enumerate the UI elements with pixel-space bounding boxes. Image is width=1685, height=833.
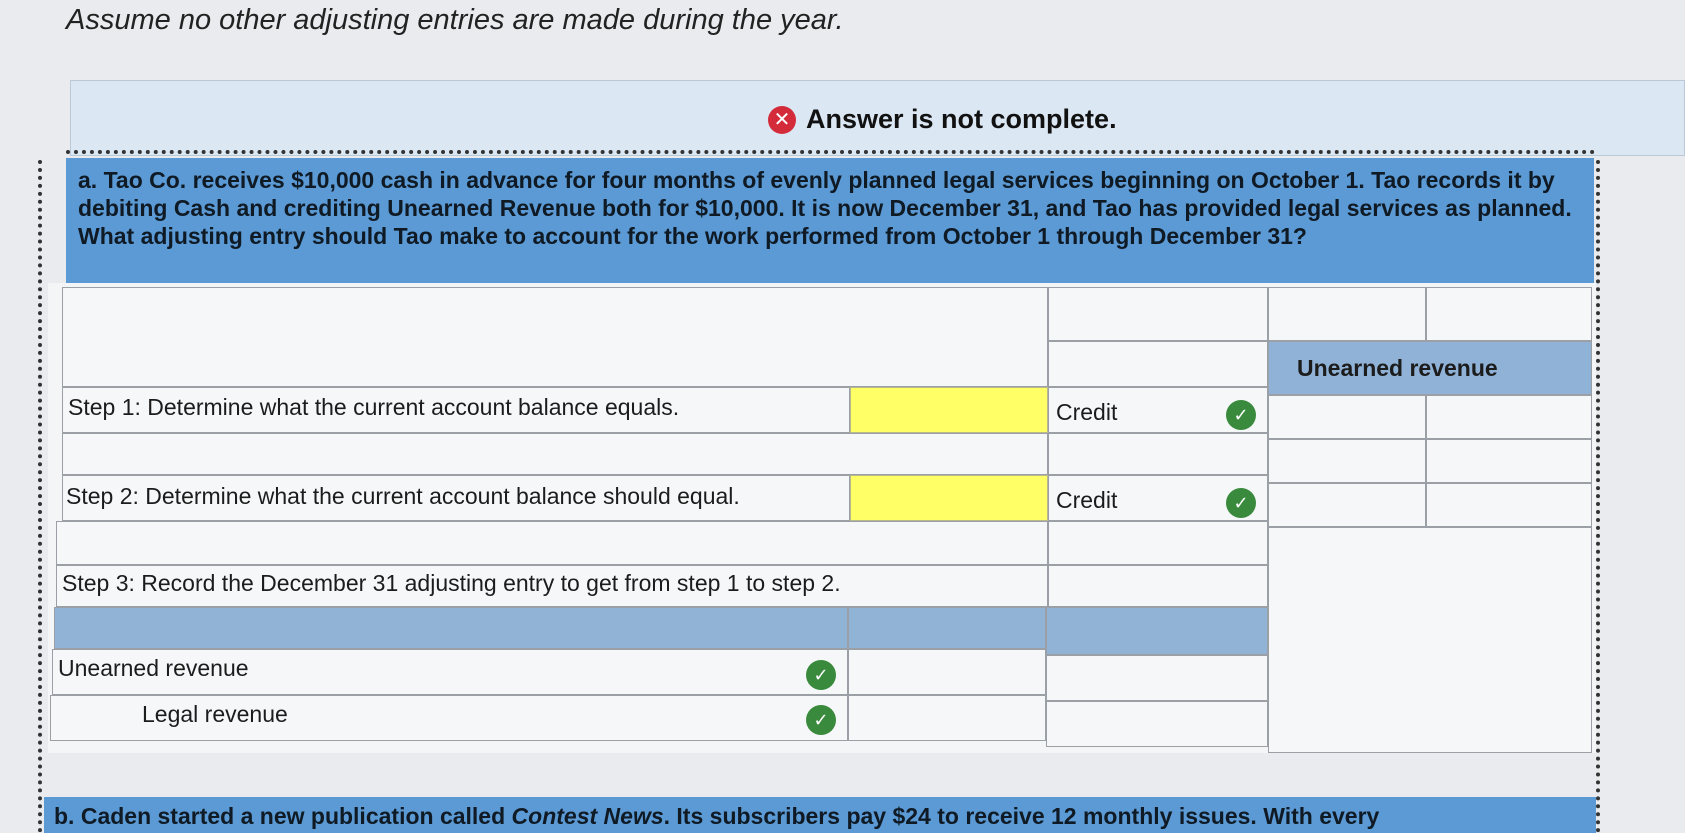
- question-a-text: a. Tao Co. receives $10,000 cash in advance for four months of evenly planned legal services beginning on October 1. Tao records it by debiting Cash and crediting Unearned Revenue both for $10,000. It is now December 31, and Tao has provided legal services as planned. What adjusting entry should Tao make to account for the work performed from October 1 through December 31?: [66, 158, 1594, 292]
- panel-border-left: [38, 160, 42, 833]
- t-account-cell[interactable]: [1426, 483, 1592, 527]
- step2-amount-input[interactable]: [850, 475, 1048, 521]
- panel-border-top: [66, 150, 1596, 154]
- t-account-cell[interactable]: [1268, 483, 1426, 527]
- step2-label: Step 2: Determine what the current account balance should equal.: [66, 483, 740, 509]
- step1-side-value: Credit: [1056, 399, 1118, 425]
- entry-account-1: Unearned revenue: [58, 655, 249, 681]
- spacer-row: [56, 521, 1048, 565]
- check-icon: ✓: [1226, 400, 1256, 430]
- question-b-publication: Contest News: [511, 803, 664, 829]
- header-cell: [1268, 287, 1426, 341]
- t-account-title: Unearned revenue: [1297, 355, 1498, 381]
- entry-header-debit: [848, 607, 1046, 649]
- step1-amount-input[interactable]: [850, 387, 1048, 433]
- entry-account-2: Legal revenue: [142, 701, 288, 727]
- spacer-cell: [1048, 521, 1268, 565]
- step2-side-value: Credit: [1056, 487, 1118, 513]
- panel-border-right: [1596, 160, 1600, 833]
- check-icon: ✓: [806, 705, 836, 735]
- entry-credit-1[interactable]: [1046, 655, 1268, 701]
- t-account-cell[interactable]: [1426, 439, 1592, 483]
- step3-cell: [1048, 565, 1268, 607]
- entry-debit-2[interactable]: [848, 695, 1046, 741]
- right-blank-area: [1268, 527, 1592, 753]
- header-cell: [1048, 341, 1268, 387]
- t-account-cell[interactable]: [1268, 439, 1426, 483]
- t-account-cell[interactable]: [1426, 395, 1592, 439]
- entry-credit-2[interactable]: [1046, 701, 1268, 747]
- entry-debit-1[interactable]: [848, 649, 1046, 695]
- question-b-prefix: b. Caden started a new publication called: [54, 803, 512, 829]
- error-x-icon: ✕: [768, 106, 796, 134]
- entry-header-account: [54, 607, 848, 649]
- status-message: [768, 104, 1117, 135]
- spacer-cell: [1048, 433, 1268, 475]
- step3-label: Step 3: Record the December 31 adjusting entry to get from step 1 to step 2.: [62, 570, 841, 596]
- step1-label: Step 1: Determine what the current account balance equals.: [68, 394, 680, 420]
- header-blank-cell: [62, 287, 1048, 387]
- header-cell: [1048, 287, 1268, 341]
- spacer-row: [62, 433, 1048, 475]
- status-text: Answer is not complete.: [806, 104, 1117, 134]
- question-b-suffix: . Its subscribers pay $24 to receive 12 monthly issues. With every: [663, 803, 1380, 829]
- t-account-cell[interactable]: [1268, 395, 1426, 439]
- instruction-text: Assume no other adjusting entries are made during the year.: [66, 4, 844, 36]
- question-b-text: [44, 797, 1596, 833]
- entry-header-credit: [1046, 607, 1268, 655]
- check-icon: ✓: [806, 660, 836, 690]
- header-cell: [1426, 287, 1592, 341]
- check-icon: ✓: [1226, 488, 1256, 518]
